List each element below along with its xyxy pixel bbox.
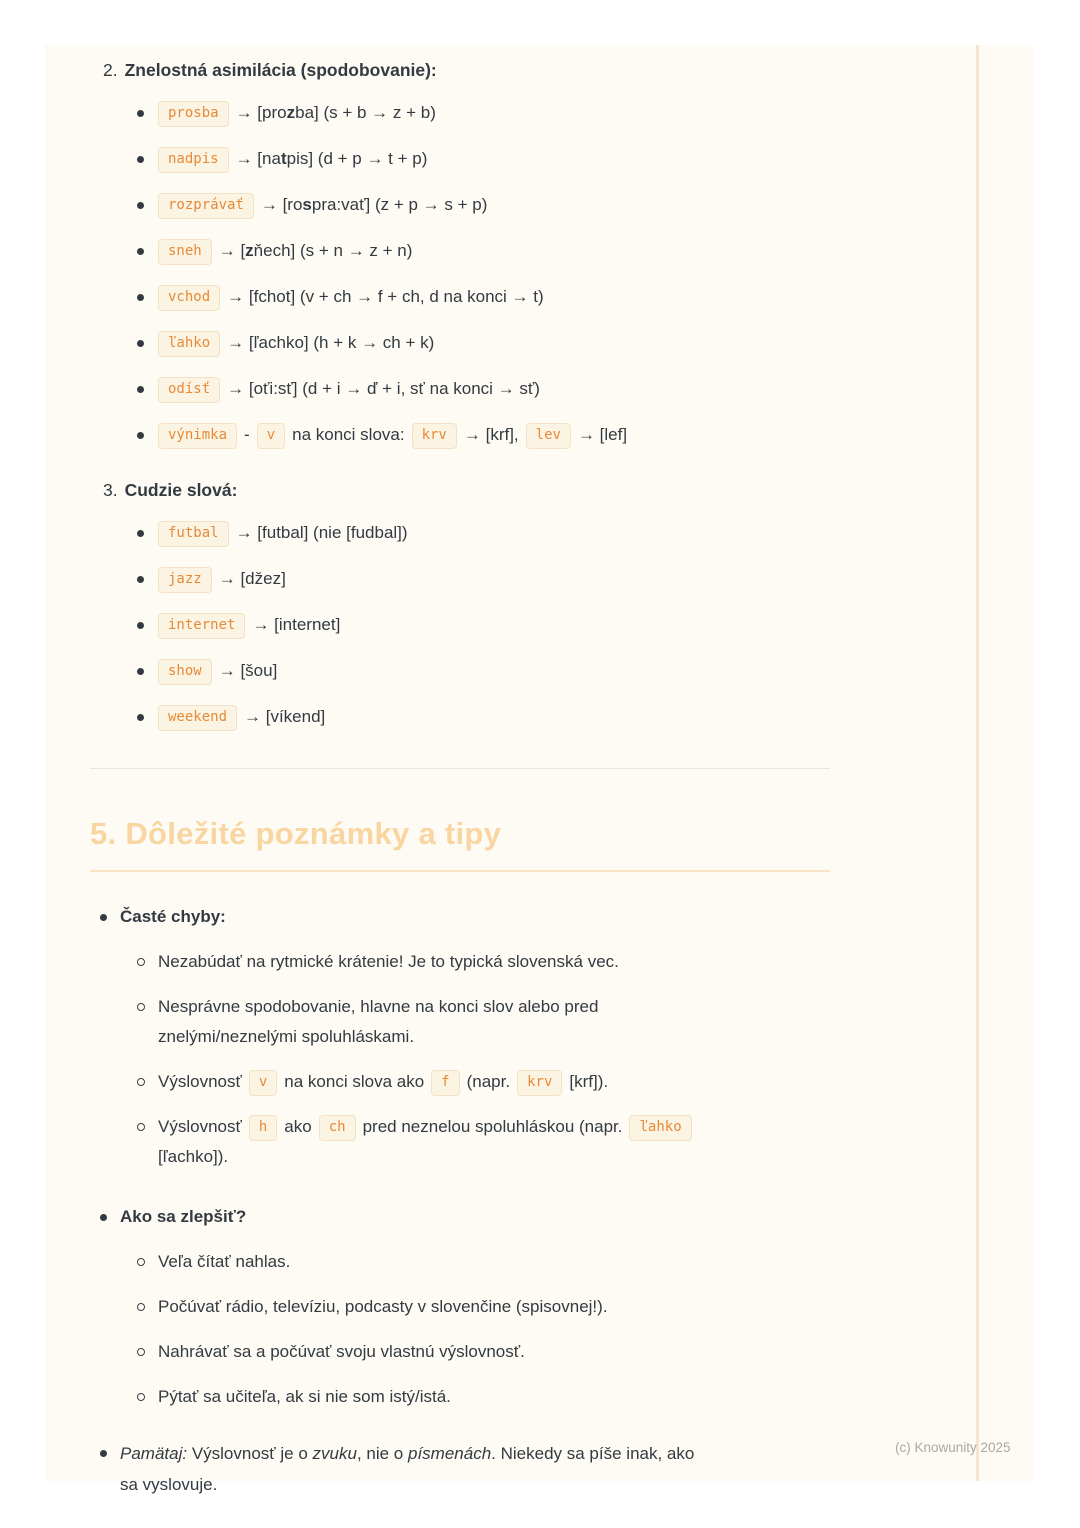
list-item-content [158,564,286,594]
inline-code-chip: prosba [158,101,229,127]
text-run: → [oťi:sť] (d + i → ď + i, sť na konci → sť) [227,379,540,398]
list-item [137,1247,830,1277]
bullet-icon [137,702,158,721]
text-run: Veľa čítať nahlas. [158,1252,291,1271]
bold-text: z [245,241,254,260]
list-item [137,564,830,594]
sub-list [137,947,830,1172]
bullet-icon [137,190,158,209]
inline-code-chip: ľahko [629,1115,691,1141]
list-item [100,1438,830,1500]
list-item-content [158,702,325,732]
inline-code-chip: výnimka [158,423,237,449]
list-item [137,1292,830,1322]
hollow-bullet-icon [137,1247,158,1266]
text-run: na konci slova ako [284,1072,425,1091]
text-run: → [fchot] (v + ch → f + ch, d na konci → t) [227,287,544,306]
list-item-content [120,902,226,932]
bullet-icon [100,1202,120,1221]
list-item-content [158,1337,525,1367]
bullet-icon [137,144,158,163]
list-item [137,947,830,977]
text-run: [krf]). [569,1072,609,1091]
list-item [137,656,830,686]
inline-code-chip: lev [526,423,571,449]
inline-code-chip: nadpis [158,147,229,173]
text-run: → [džez] [218,569,286,588]
text-run: Nahrávať sa a počúvať svoju vlastnú výslovnosť. [158,1342,525,1361]
text-run: → [šou] [218,661,278,680]
list-item [137,1337,830,1367]
text-run: → [na [235,149,281,168]
italic-text: zvuku [312,1444,357,1463]
hollow-bullet-icon [137,1292,158,1311]
bullet-icon [137,98,158,117]
text-run: Výslovnosť [158,1117,242,1136]
hollow-bullet-icon [137,1382,158,1401]
list-item-content [158,1292,608,1322]
list-item [137,420,830,450]
list-item [100,1202,830,1232]
list-item [137,374,830,404]
text-run: sa vyslovuje. [120,1475,218,1494]
page-content [90,45,830,1500]
list-item [137,702,830,732]
italic-text: písmenách [408,1444,492,1463]
list-item-content [158,144,427,174]
text-run: ňech] (s + n → z + n) [253,241,413,260]
section-divider [90,768,830,769]
text-run: → [ľachko] (h + k → ch + k) [227,333,435,352]
hollow-bullet-icon [137,1337,158,1356]
list-item-content [158,328,434,358]
text-run: . Niekedy sa píše inak, ako [491,1444,695,1463]
inline-code-chip: krv [412,423,457,449]
page-margin-line [976,45,979,1481]
inline-code-chip: vchod [158,285,220,311]
assimilation-list [90,98,830,450]
bullet-icon [137,236,158,255]
text-run: , nie o [356,1444,408,1463]
list-item [137,518,830,548]
list-item-content [158,518,408,548]
bullet-icon [137,564,158,583]
text-run: → [víkend] [244,707,326,726]
inline-code-chip: ch [319,1115,356,1141]
text-run: pis] (d + p → t + p) [286,149,428,168]
sub-list [137,1247,830,1412]
list-item-content [158,374,540,404]
list-item [137,190,830,220]
hollow-bullet-icon [137,992,158,1011]
foreign-words-title: Cudzie slová: [124,480,238,500]
bold-text: s [302,195,312,214]
list-item [137,1067,830,1097]
bullet-icon [137,518,158,537]
list-item [137,236,830,266]
inline-code-chip: krv [517,1070,562,1096]
list-item [137,328,830,358]
notes-blocks [90,902,830,1500]
list-item [100,902,830,932]
list-item-content [158,236,412,266]
list-item [137,1112,830,1172]
document-page [45,45,1033,1494]
inline-code-chip: futbal [158,521,229,547]
list-item [137,992,830,1052]
text-run: ako [284,1117,312,1136]
list-item [137,1382,830,1412]
assimilation-title: Znelostná asimilácia (spodobovanie): [124,60,437,80]
text-run: Výslovnosť je o [187,1444,313,1463]
text-run: → [internet] [252,615,341,634]
text-run: Pýtať sa učiteľa, ak si nie som istý/istá. [158,1387,451,1406]
list-item-content [158,947,619,977]
inline-code-chip: show [158,659,212,685]
list-item [137,610,830,640]
text-run: znelými/neznelými spoluhláskami. [158,1027,415,1046]
list-item-content [158,190,487,220]
list-item-content [158,656,277,686]
assimilation-heading [103,58,830,82]
foreign-words-number: 3. [103,480,118,500]
italic-text: Pamätaj: [120,1444,188,1463]
text-run: Výslovnosť [158,1072,242,1091]
watermark: (c) Knowunity 2025 [895,1440,1011,1455]
inline-code-chip: sneh [158,239,212,265]
list-item-content [158,992,598,1052]
text-run: → [ro [260,195,303,214]
text-run: → [pro [235,103,287,122]
bold-text: z [286,103,296,122]
bullet-icon [137,282,158,301]
inline-code-chip: odísť [158,377,220,403]
list-item-content [158,1112,699,1172]
text-run: na konci slova: [292,425,405,444]
hollow-bullet-icon [137,947,158,966]
list-item-content [120,1438,694,1500]
list-item-content [158,610,340,640]
list-item-content [158,98,436,128]
foreign-words-list [90,518,830,732]
notes-section-heading: 5. Dôležité poznámky a tipy [90,813,830,872]
hollow-bullet-icon [137,1112,158,1131]
text-run: - [244,425,250,444]
list-item-content [158,1247,290,1277]
text-run: Nezabúdať na rytmické krátenie! Je to typická slovenská vec. [158,952,619,971]
group-title: Ako sa zlepšiť? [120,1207,247,1226]
bullet-icon [100,1438,120,1457]
text-run: Počúvať rádio, televíziu, podcasty v slovenčine (spisovnej!). [158,1297,608,1316]
assimilation-number: 2. [103,60,118,80]
bullet-icon [137,328,158,347]
list-item-content [158,1067,608,1097]
inline-code-chip: f [431,1070,459,1096]
bullet-icon [137,656,158,675]
inline-code-chip: rozprávať [158,193,254,219]
bullet-icon [100,902,120,921]
list-item-content [120,1202,246,1232]
list-item [137,282,830,312]
text-run: (napr. [466,1072,511,1091]
list-item-content [158,1382,451,1412]
inline-code-chip: v [257,423,285,449]
bullet-icon [137,374,158,393]
text-run: pred neznelou spoluhláskou (napr. [362,1117,623,1136]
hollow-bullet-icon [137,1067,158,1086]
inline-code-chip: ľahko [158,331,220,357]
text-run: → [ [218,241,246,260]
list-item [137,98,830,128]
text-run: [ľachko]). [158,1147,229,1166]
text-run: → [krf], [463,425,519,444]
list-item [137,144,830,174]
bullet-icon [137,420,158,439]
inline-code-chip: weekend [158,705,237,731]
list-item-content [158,420,627,450]
text-run: → [lef] [577,425,628,444]
list-item-content [158,282,544,312]
bullet-icon [137,610,158,629]
text-run: ba] (s + b → z + b) [295,103,436,122]
text-run: Nesprávne spodobovanie, hlavne na konci slov alebo pred [158,997,599,1016]
inline-code-chip: h [249,1115,277,1141]
bold-text: t [280,149,287,168]
inline-code-chip: internet [158,613,245,639]
inline-code-chip: v [249,1070,277,1096]
text-run: → [futbal] (nie [fudbal]) [235,523,408,542]
group-title: Časté chyby: [120,907,226,926]
text-run: pra:vať] (z + p → s + p) [311,195,488,214]
inline-code-chip: jazz [158,567,212,593]
foreign-words-heading [103,478,830,502]
